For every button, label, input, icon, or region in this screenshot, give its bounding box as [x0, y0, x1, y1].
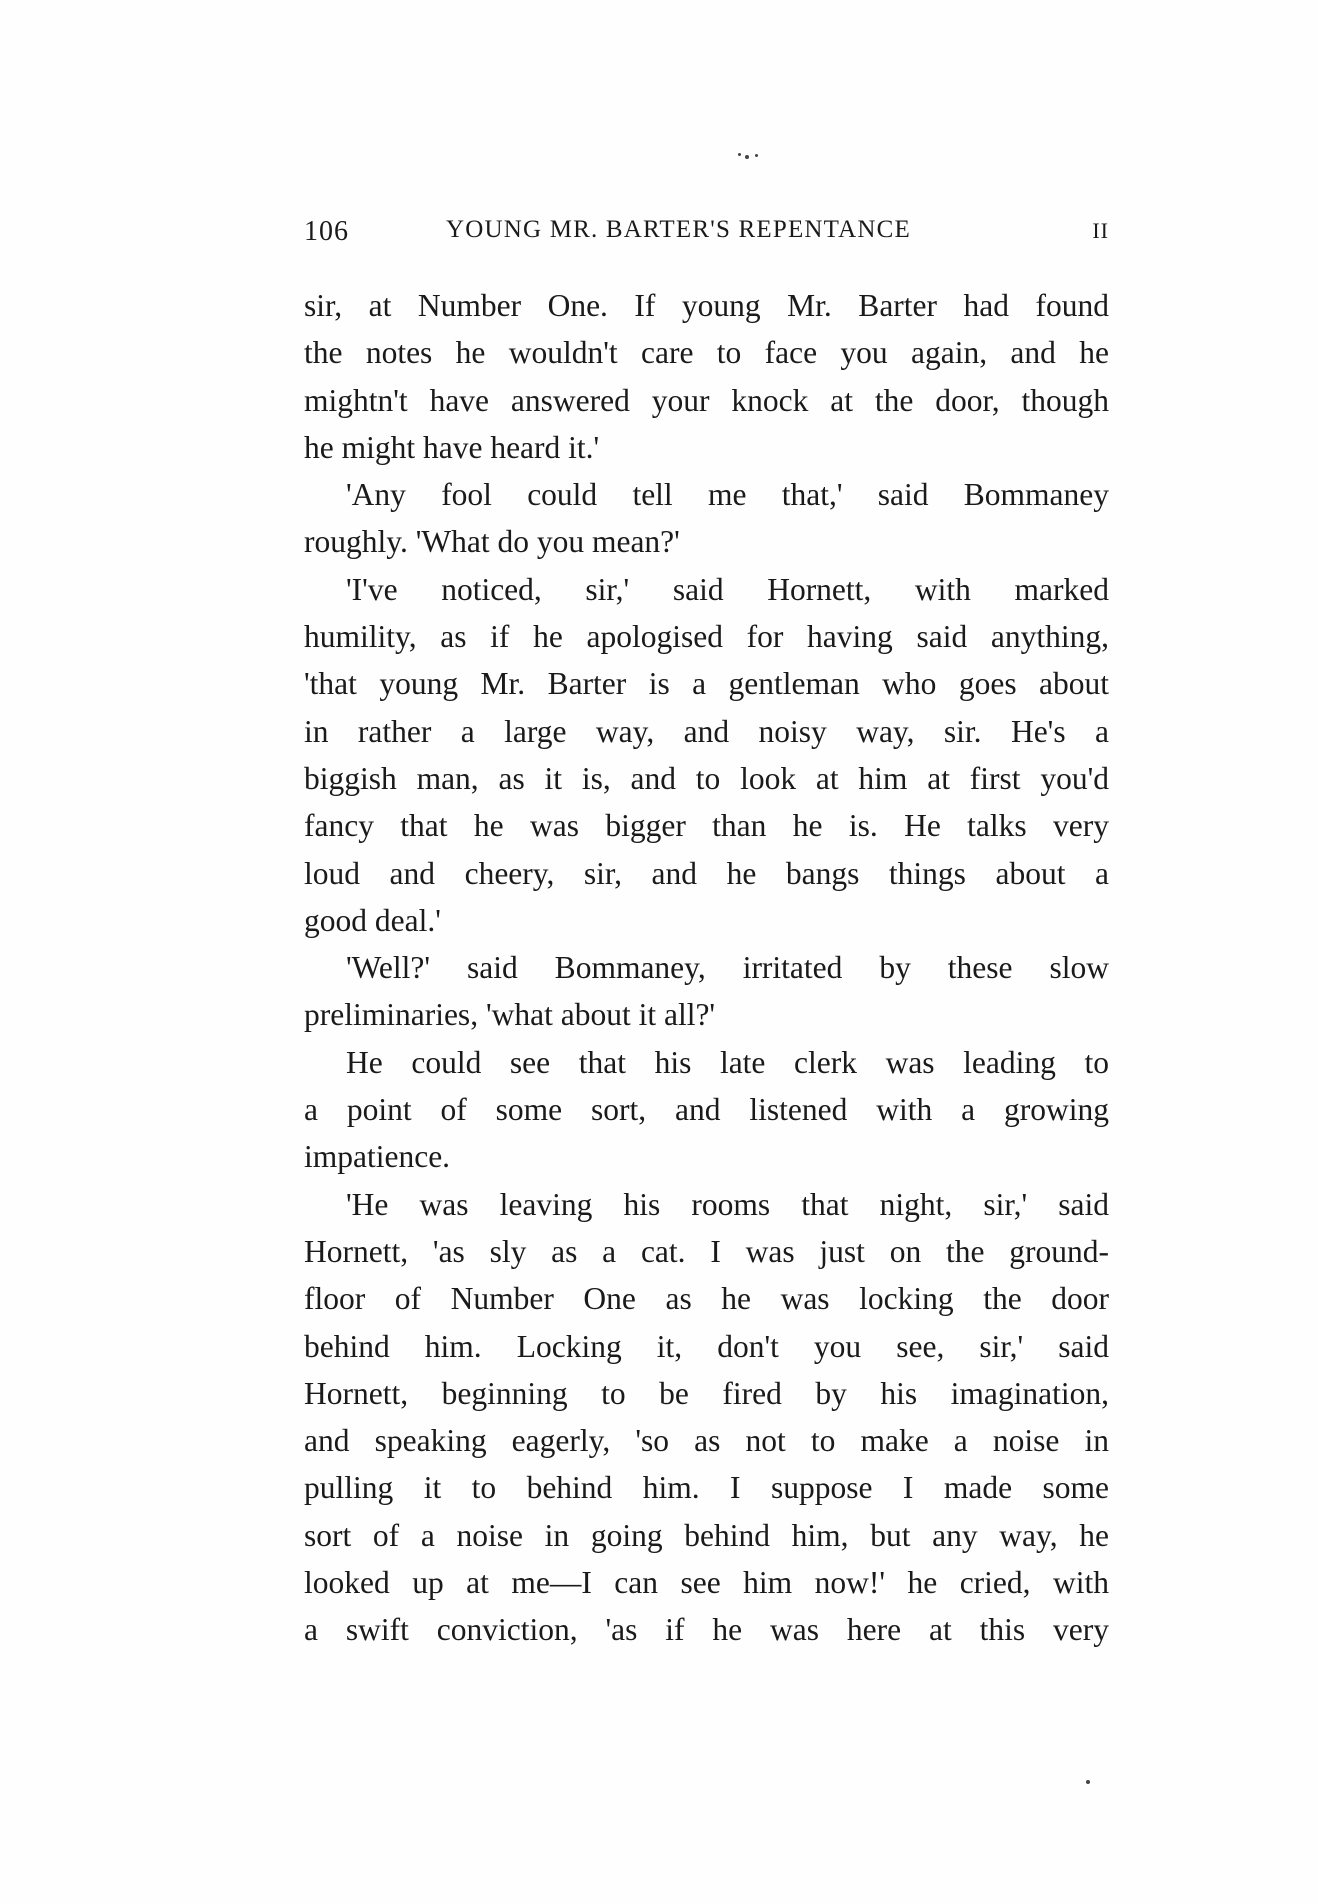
- ink-speck-bottom: [1086, 1780, 1090, 1784]
- text-line: loud and cheery, sir, and he bangs things about a: [304, 855, 1109, 891]
- text-line: looked up at me—I can see him now!' he cried, with: [304, 1565, 1109, 1601]
- text-line: in rather a large way, and noisy way, sir. He's a: [304, 713, 1109, 749]
- text-line: He could see that his late clerk was leading to: [346, 1044, 1109, 1080]
- text-line: good deal.': [304, 902, 441, 938]
- text-line: and speaking eagerly, 'so as not to make a noise in: [304, 1423, 1109, 1459]
- running-head: [304, 216, 1109, 252]
- ink-speck-top: [745, 155, 749, 159]
- ink-speck-top: [738, 153, 741, 156]
- paragraph: [304, 1039, 1109, 1181]
- page-number: 106: [304, 216, 349, 247]
- text-line: roughly. 'What do you mean?': [304, 524, 680, 560]
- text-line: a swift conviction, 'as if he was here at this very: [304, 1612, 1109, 1648]
- text-line: floor of Number One as he was locking the door: [304, 1281, 1109, 1317]
- text-line: fancy that he was bigger than he is. He talks very: [304, 808, 1109, 844]
- text-line: he might have heard it.': [304, 429, 600, 465]
- paragraph: [304, 471, 1109, 566]
- running-title: YOUNG MR. BARTER'S REPENTANCE: [446, 216, 912, 243]
- text-line: Hornett, beginning to be fired by his imagination,: [304, 1375, 1109, 1411]
- text-line: behind him. Locking it, don't you see, sir,' said: [304, 1328, 1109, 1364]
- text-line: mightn't have answered your knock at the door, though: [304, 382, 1109, 418]
- text-line: biggish man, as it is, and to look at him at first you'd: [304, 760, 1109, 796]
- text-line: preliminaries, 'what about it all?': [304, 997, 716, 1033]
- text-line: the notes he wouldn't care to face you again, and he: [304, 335, 1109, 371]
- text-line: sort of a noise in going behind him, but any way, he: [304, 1517, 1109, 1553]
- text-line: 'Any fool could tell me that,' said Bommaney: [346, 477, 1109, 513]
- text-line: humility, as if he apologised for having said anything,: [304, 619, 1109, 655]
- text-line: 'I've noticed, sir,' said Hornett, with marked: [346, 571, 1109, 607]
- text-line: 'Well?' said Bommaney, irritated by these slow: [346, 950, 1109, 986]
- paragraph: [304, 282, 1109, 471]
- paragraph: [304, 566, 1109, 944]
- body-text: [304, 282, 1109, 1654]
- text-line: a point of some sort, and listened with a growing: [304, 1092, 1109, 1128]
- text-line: pulling it to behind him. I suppose I made some: [304, 1470, 1109, 1506]
- text-line: 'He was leaving his rooms that night, sir,' said: [346, 1186, 1109, 1222]
- text-line: impatience.: [304, 1139, 451, 1175]
- text-line: 'that young Mr. Barter is a gentleman who goes about: [304, 666, 1109, 702]
- ink-speck-top: [755, 154, 758, 157]
- text-line: sir, at Number One. If young Mr. Barter had found: [304, 288, 1109, 323]
- paragraph: [304, 1181, 1109, 1654]
- chapter-number: II: [1092, 218, 1109, 243]
- paragraph: [304, 944, 1109, 1039]
- text-line: Hornett, 'as sly as a cat. I was just on the ground-: [304, 1233, 1109, 1269]
